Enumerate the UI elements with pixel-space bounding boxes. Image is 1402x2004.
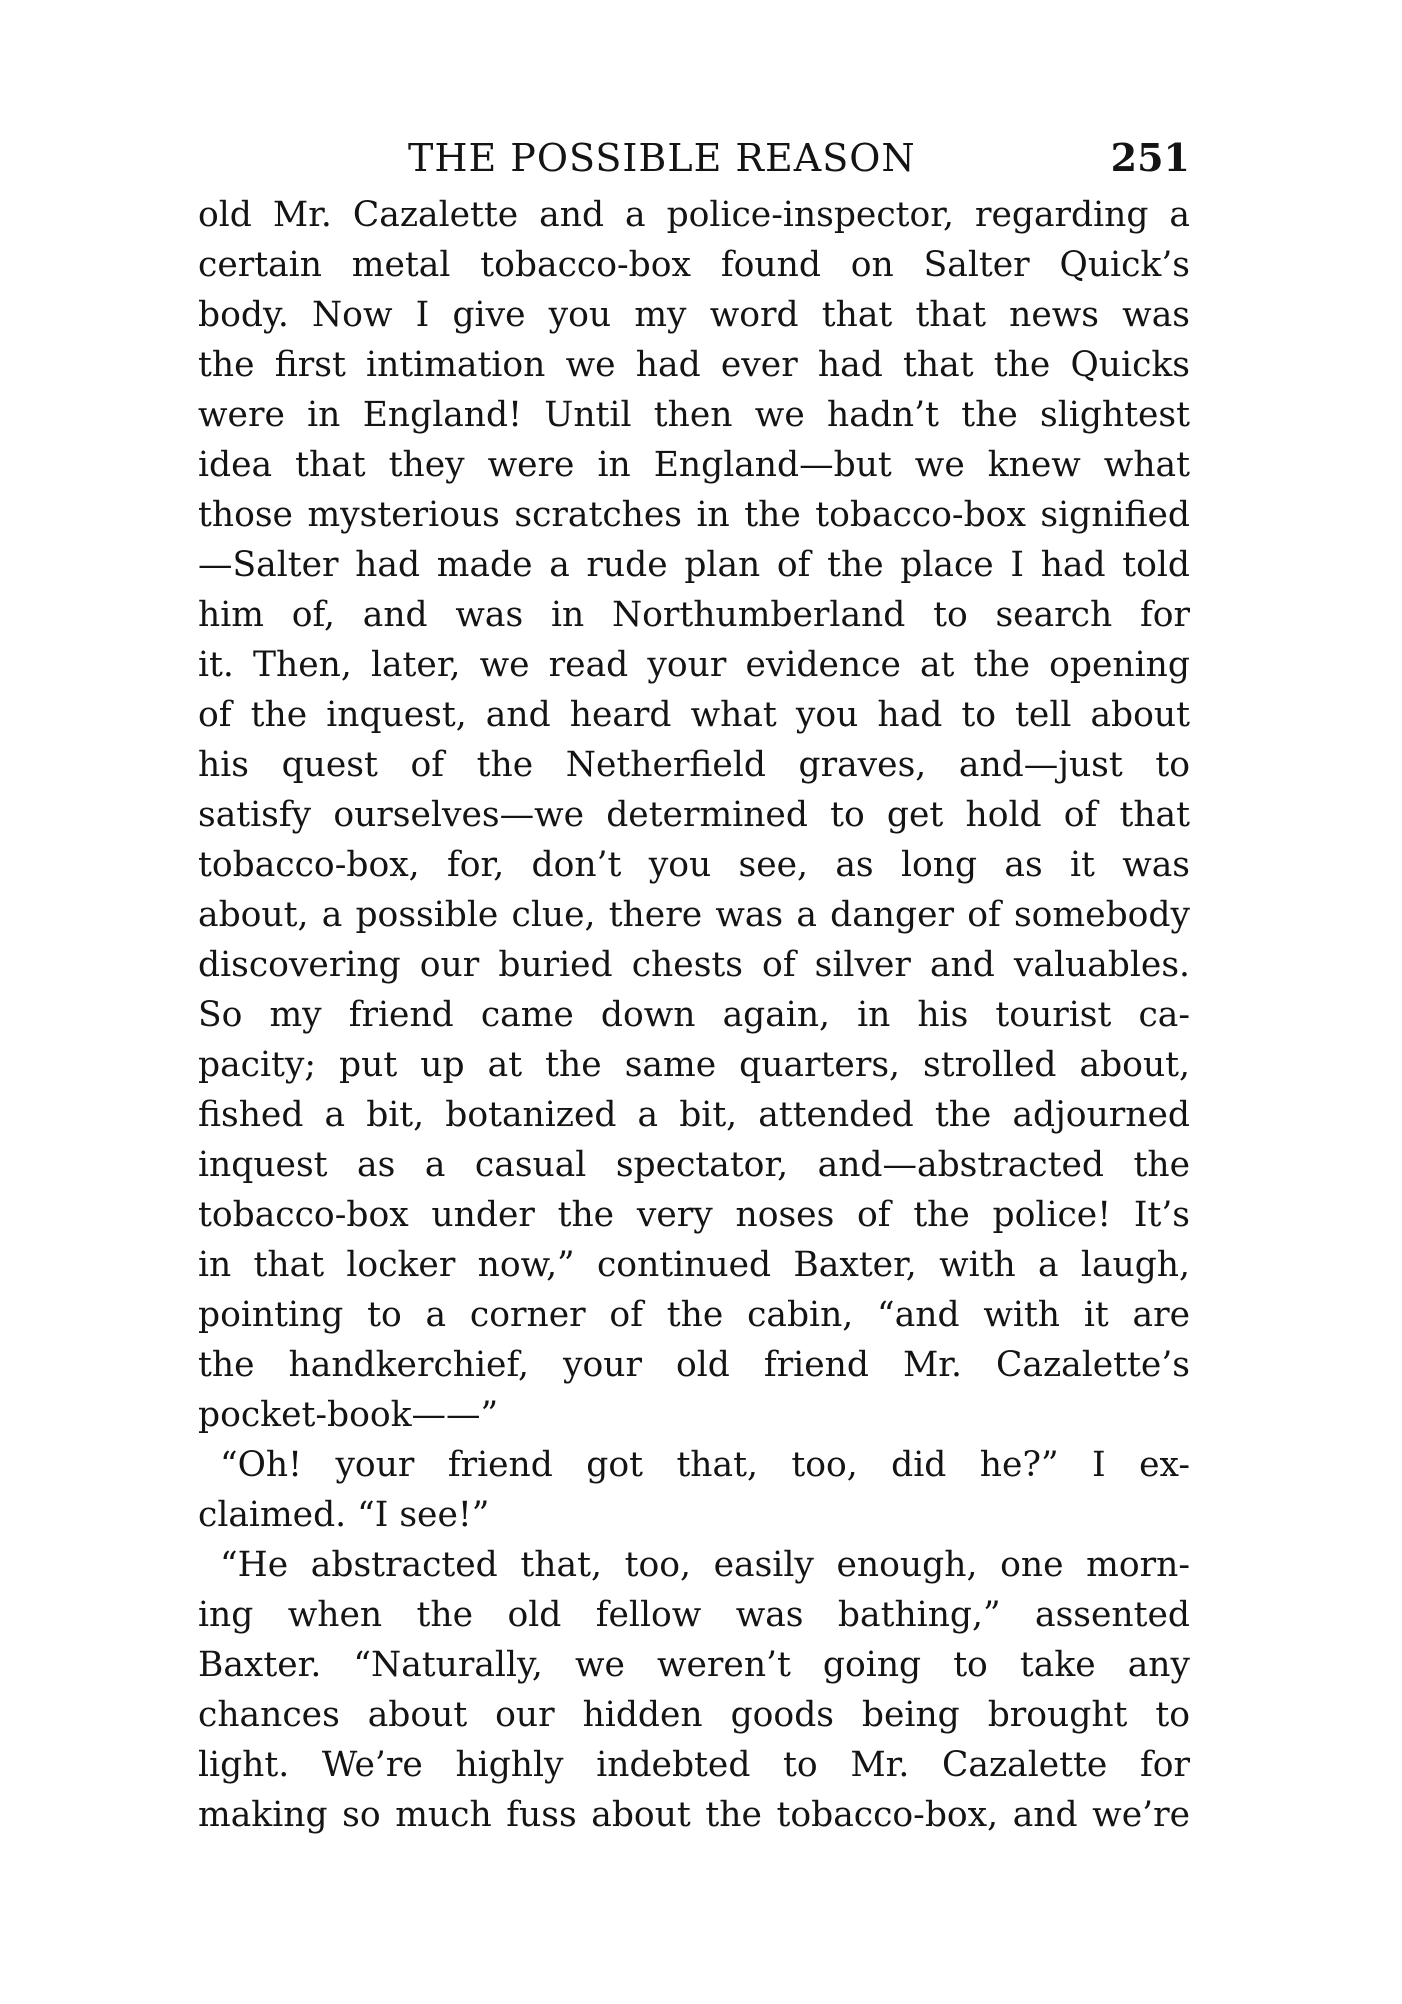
text-line: him of, and was in Northumberland to search for	[198, 595, 1190, 635]
text-line: pacity; put up at the same quarters, strolled about,	[198, 1045, 1190, 1085]
text-line: body. Now I give you my word that that news was	[198, 295, 1190, 335]
page-header	[198, 128, 1190, 188]
page-number: 251	[1110, 135, 1190, 180]
text-line: discovering our buried chests of silver and valuables.	[198, 945, 1190, 985]
running-head: THE POSSIBLE REASON	[408, 136, 916, 180]
text-line: were in England! Until then we hadn’t the slightest	[198, 395, 1190, 435]
text-line: satisfy ourselves—we determined to get hold of that	[198, 795, 1190, 835]
text-line: “He abstracted that, too, easily enough, one morn-	[220, 1545, 1190, 1585]
text-line: about, a possible clue, there was a danger of somebody	[198, 895, 1190, 935]
text-line: in that locker now,” continued Baxter, with a laugh,	[198, 1245, 1190, 1285]
text-line: of the inquest, and heard what you had to tell about	[198, 695, 1190, 735]
text-line: “Oh! your friend got that, too, did he?” I ex-	[220, 1445, 1190, 1485]
text-line: So my friend came down again, in his tourist ca-	[198, 995, 1190, 1035]
body-text	[198, 190, 1190, 1840]
text-line: fished a bit, botanized a bit, attended the adjourned	[198, 1095, 1190, 1135]
text-line: tobacco-box, for, don’t you see, as long as it was	[198, 845, 1190, 885]
text-line: ing when the old fellow was bathing,” assented	[198, 1595, 1190, 1635]
text-line: light. We’re highly indebted to Mr. Cazalette for	[198, 1745, 1190, 1785]
text-line: idea that they were in England—but we knew what	[198, 445, 1190, 485]
text-line: pointing to a corner of the cabin, “and with it are	[198, 1295, 1190, 1335]
text-line: Baxter. “Naturally, we weren’t going to take any	[198, 1645, 1190, 1685]
text-line: old Mr. Cazalette and a police-inspector, regarding a	[198, 195, 1190, 235]
text-line: his quest of the Netherfield graves, and—just to	[198, 745, 1190, 785]
text-line: the first intimation we had ever had that the Quicks	[198, 345, 1190, 385]
text-line: certain metal tobacco-box found on Salter Quick’s	[198, 245, 1190, 285]
text-line: tobacco-box under the very noses of the police! It’s	[198, 1195, 1190, 1235]
text-line: making so much fuss about the tobacco-box, and we’re	[198, 1795, 1190, 1835]
text-line: it. Then, later, we read your evidence at the opening	[198, 645, 1190, 685]
text-line: claimed. “I see!”	[198, 1495, 490, 1535]
text-line: chances about our hidden goods being brought to	[198, 1695, 1190, 1735]
text-line: pocket-book——”	[198, 1395, 499, 1435]
text-line: the handkerchief, your old friend Mr. Cazalette’s	[198, 1345, 1190, 1385]
text-line: inquest as a casual spectator, and—abstracted the	[198, 1145, 1190, 1185]
text-line: those mysterious scratches in the tobacco-box signified	[198, 495, 1190, 535]
text-line: —Salter had made a rude plan of the place I had told	[198, 545, 1190, 585]
